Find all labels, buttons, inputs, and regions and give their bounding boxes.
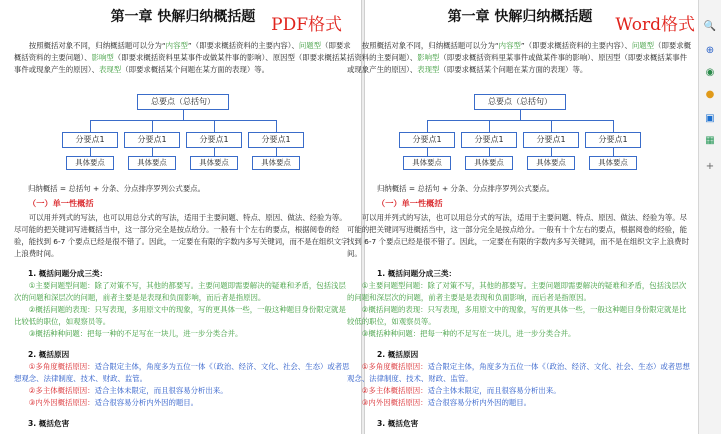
diagram-branch-node: 分要点1 [399, 132, 455, 148]
list-item-label: ①多角度概括原因： [28, 362, 95, 371]
subheading-harms: 3. 概括危害 [28, 419, 70, 428]
list-item-text: 适合主体未限定，而且很容易分析出来。 [427, 386, 561, 395]
diagram-connector [152, 120, 153, 132]
intro-segment: 按照概括对象不同，归纳概括题可以分为“ [28, 41, 166, 50]
problems-list [347, 280, 693, 340]
diagram-leaf-node: 具体要点 [190, 156, 238, 170]
diagram-leaf-node: 具体要点 [527, 156, 575, 170]
diagram-leaf-node: 具体要点 [403, 156, 451, 170]
diagram-branch-node: 分要点1 [523, 132, 579, 148]
intro-segment: 内容型 [165, 41, 188, 50]
intro-segment: （即要求概括某个问题在某方面的表现）等。 [121, 65, 270, 74]
intro-segment: 表现型 [417, 65, 440, 74]
diagram-connector [489, 148, 490, 156]
section-paragraph: 可以用并列式的写法，也可以用总分式的写法，适用于主要问题、特点、原因、做法、经验为等。尽可能的把关键词写进概括当中，这一部分完全是按点给分。一般有十个左右的要点，根据阅卷的经验，能找到 6-7 个要点已经是很不错了。因此，一定要在有限的字数内多写关键词，而不是在组织文字上浪费时间。 [14, 213, 349, 258]
diagram-connector [427, 120, 613, 121]
diagram-connector [276, 120, 277, 132]
intro-segment: 影响型 [417, 53, 440, 62]
causes-list [14, 361, 352, 409]
intro-segment: 问题型 [298, 41, 322, 50]
list-item [14, 397, 352, 409]
causes-list [347, 361, 693, 409]
outlook-icon[interactable]: ▣ [705, 113, 715, 124]
diagram-leaf-node: 具体要点 [66, 156, 114, 170]
diagram-connector [613, 120, 614, 132]
diagram-leaf-node: 具体要点 [465, 156, 513, 170]
subheading-causes: 2. 概括原因 [377, 350, 419, 359]
section-paragraph: 可以用并列式的写法，也可以用总分式的写法，适用于主要问题、特点、原因、做法、经验为等。尽可能的把关键词写进概括当中，这一部分完全是按点给分。一般有十个左右的要点，根据阅卷的经验，能找到 6-7 个要点已经是很不错了。因此，一定要在有限的字数内多写关键词，而不是在组织文字上浪费时间。 [347, 213, 689, 258]
section-heading: （一）单一性概括 [377, 198, 443, 208]
problems-list [14, 280, 352, 340]
list-item: ③概括种种问题：把每一种的不足写在一块儿，进一步分类合并。 [361, 329, 576, 338]
diagram-root-node: 总要点（总括句） [474, 94, 566, 110]
intro-segment: ”（即要求概括资料的主要内容）、 [520, 41, 632, 50]
diagram-connector [183, 110, 184, 120]
list-item: ③概括种种问题：把每一种的不足写在一块儿，进一步分类合并。 [28, 329, 243, 338]
diagram-branch-node: 分要点1 [248, 132, 304, 148]
word-page [347, 0, 698, 434]
list-item-text: 适合很容易分析内外因的题目。 [94, 398, 199, 407]
list-item: ①主要问题型问题：除了对策不写，其他的都要写。主要问题即需要解决的疑难和矛盾，包括浅层次的问题和深层次的问题，前者主要是是表现和负面影响，而后者是指原因。 [14, 281, 346, 302]
intro-segment: （即要求概括资料里某事件或做某件事的影响）、原因型（即要求概括某事件或现象产生的原因）、 [347, 53, 687, 74]
subheading-causes: 2. 概括原因 [28, 350, 70, 359]
intro-segment: 影响型 [91, 53, 114, 62]
diagram-leaf-node: 具体要点 [252, 156, 300, 170]
list-item [347, 361, 693, 385]
list-item-label: ②多主体概括原因： [28, 386, 95, 395]
list-item-label: ①多角度概括原因： [361, 362, 428, 371]
list-item: ②概括问题的表现：只写表现，多用原文中的现象，写的更具体一些，一般这种题目身份限定就是比较低的职位，如观察员等。 [14, 305, 346, 326]
formula-text: 归纳概括 = 总括句 + 分条、分点排序罗列公式要点。 [377, 184, 554, 193]
intro-segment: （即要求概括某个问题在某方面的表现）等。 [439, 65, 588, 74]
location-icon[interactable]: ● [705, 89, 715, 100]
intro-segment: （即要求概括资料的主要问题）、 [14, 41, 351, 62]
intro-paragraph [347, 40, 693, 76]
intro-segment: 按照概括对象不同，归纳概括题可以分为“ [361, 41, 499, 50]
diagram-connector [551, 120, 552, 132]
diagram-connector [214, 120, 215, 132]
list-item-label: ③内外因概括原因： [28, 398, 95, 407]
diagram-connector [520, 110, 521, 120]
diagram-connector [90, 148, 91, 156]
diagram-connector [214, 148, 215, 156]
subheading-problems: 1. 概括问题分成三类： [28, 269, 108, 278]
diagram-branch-node: 分要点1 [585, 132, 641, 148]
intro-segment: （即要求概括资料的主要问题）、 [347, 41, 692, 62]
diagram-connector [489, 120, 490, 132]
list-item-label: ②多主体概括原因： [361, 386, 428, 395]
formula-text: 归纳概括 = 总括句 + 分条、分点排序罗列公式要点。 [28, 184, 205, 193]
list-item-label: ③内外因概括原因： [361, 398, 428, 407]
intro-paragraph [14, 40, 352, 76]
list-item-text: 适合主体未限定，而且很容易分析出来。 [94, 386, 228, 395]
list-item-text: 适合限定主体，角度多为五位一体《（政治、经济、文化、社会、生态）或者思想观念、法律制度、技术、财政、监管。 [347, 362, 690, 383]
subheading-problems: 1. 概括问题分成三类： [377, 269, 457, 278]
diagram-connector [90, 120, 276, 121]
intro-segment: （即要求概括资料里某事件或做某件事的影响）、原因型（即要求概括某事件或现象产生的原因）、 [14, 53, 347, 74]
share-icon[interactable]: ◉ [705, 67, 715, 78]
zoom-icon[interactable]: ⊕ [705, 45, 715, 56]
diagram-branch-node: 分要点1 [62, 132, 118, 148]
diagram-connector [551, 148, 552, 156]
section-heading: （一）单一性概括 [28, 198, 94, 208]
list-item [14, 385, 352, 397]
diagram-connector [90, 120, 91, 132]
intro-segment: 问题型 [631, 41, 655, 50]
diagram-branch-node: 分要点1 [461, 132, 517, 148]
list-item [347, 397, 693, 409]
diagram-root-node: 总要点（总括句） [137, 94, 229, 110]
format-label: PDF格式 [271, 15, 342, 35]
format-label: Word格式 [615, 15, 695, 35]
table-icon[interactable]: ▦ [705, 135, 715, 146]
intro-segment: 表现型 [99, 65, 122, 74]
chapter-title: 第一章 快解归纳概括题 [110, 9, 256, 25]
list-item-text: 适合很容易分析内外因的题目。 [427, 398, 532, 407]
diagram-branch-node: 分要点1 [124, 132, 180, 148]
diagram-connector [427, 148, 428, 156]
diagram-connector [613, 148, 614, 156]
list-item-text: 适合限定主体，角度多为五位一体《（政治、经济、文化、社会、生态）或者思想观念、法律制度、技术、财政、监管。 [14, 362, 350, 383]
subheading-harms: 3. 概括危害 [377, 419, 419, 428]
diagram-connector [152, 148, 153, 156]
chapter-title: 第一章 快解归纳概括题 [447, 9, 593, 25]
list-item [347, 385, 693, 397]
diagram-branch-node: 分要点1 [186, 132, 242, 148]
list-item: ②概括问题的表现：只写表现，多用原文中的现象，写的更具体一些，一般这种题目身份限定就是比较低的职位，如观察员等。 [347, 305, 687, 326]
intro-segment: ”（即要求概括资料的主要内容）、 [187, 41, 299, 50]
list-item [14, 361, 352, 385]
diagram-connector [427, 120, 428, 132]
diagram-leaf-node: 具体要点 [589, 156, 637, 170]
list-item: ①主要问题型问题：除了对策不写，其他的都要写。主要问题即需要解决的疑难和矛盾，包括浅层次的问题和深层次的问题，前者主要是是表现和负面影响，而后者是指原因。 [347, 281, 687, 302]
side-toolbar [698, 0, 721, 434]
diagram-leaf-node: 具体要点 [128, 156, 176, 170]
intro-segment: 内容型 [498, 41, 521, 50]
diagram-connector [276, 148, 277, 156]
search-icon[interactable]: 🔍 [703, 21, 717, 32]
add-icon[interactable]: + [705, 161, 715, 172]
